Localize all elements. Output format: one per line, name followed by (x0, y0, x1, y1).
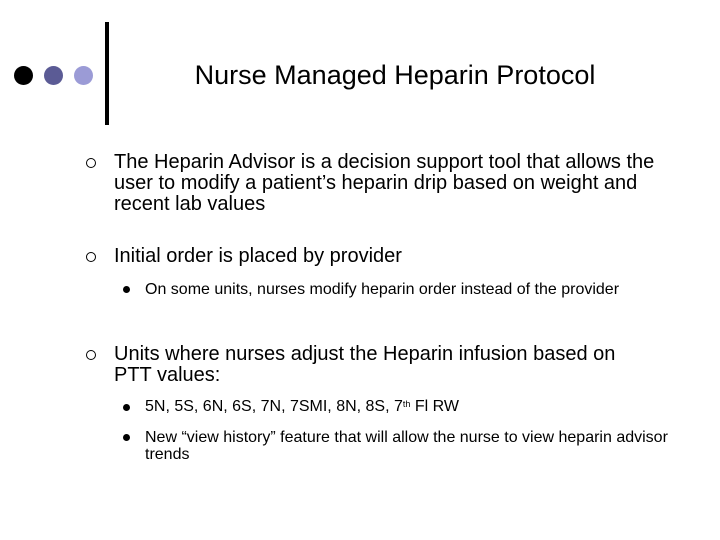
unit-list-text: 5N, 5S, 6N, 6S, 7N, 7SMI, 8N, 8S, 7 (145, 398, 403, 415)
bullet-marker (86, 158, 96, 168)
sub-bullet-text: New “view history” feature that will allow the nurse to view heparin advisor trends (145, 429, 668, 463)
sub-bullet-marker (123, 286, 130, 293)
decor-dot-light (74, 66, 93, 85)
sub-bullet-marker (123, 434, 130, 441)
sub-bullet-text (145, 398, 685, 415)
ordinal-suffix: th (402, 399, 411, 409)
decor-dot-medium (44, 66, 63, 85)
bullet-marker (86, 350, 96, 360)
bullet-marker (86, 252, 96, 262)
bullet-text: The Heparin Advisor is a decision support tool that allows the user to modify a patient’s heparin drip based on weight and recent lab values (114, 151, 655, 215)
bullet-text: Initial order is placed by provider (114, 245, 402, 267)
bullet-text: Units where nurses adjust the Heparin infusion based on PTT values: (114, 343, 616, 386)
decor-dot-dark (14, 66, 33, 85)
title-decoration (0, 0, 110, 130)
sub-bullet-marker (123, 404, 130, 411)
sub-bullet-text: On some units, nurses modify heparin order instead of the provider (145, 281, 620, 298)
unit-list-text-end: Fl RW (410, 398, 459, 415)
title-divider-line (105, 22, 109, 125)
slide-title: Nurse Managed Heparin Protocol (194, 60, 596, 90)
